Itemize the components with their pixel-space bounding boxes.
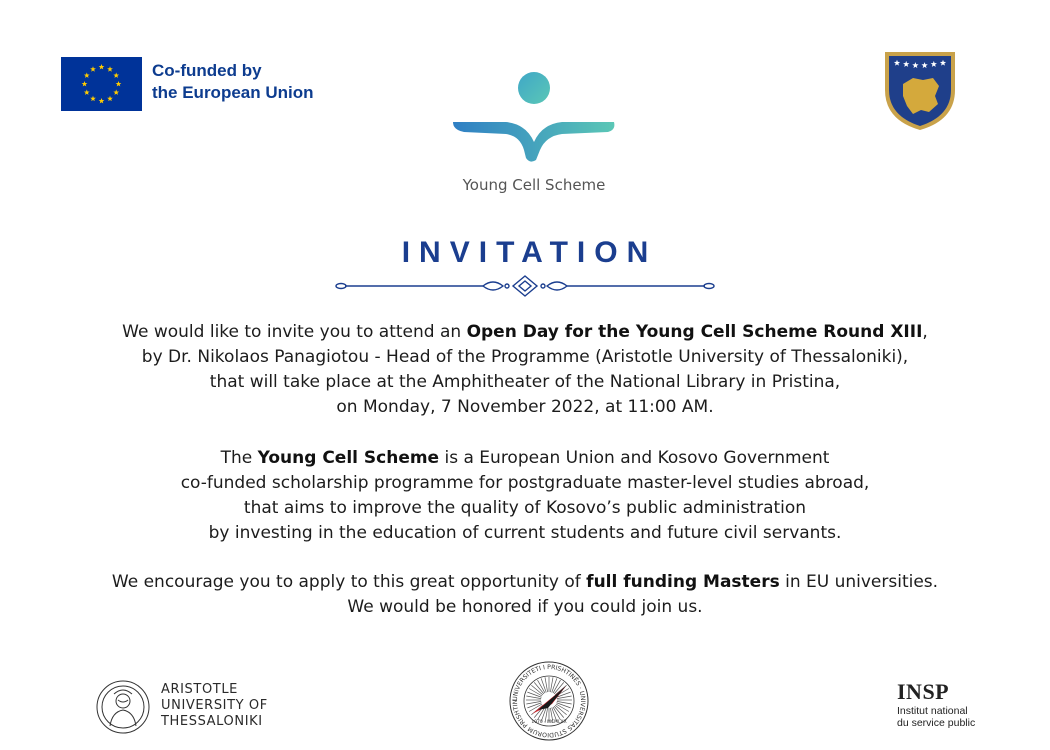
p1-line-3: that will take place at the Amphitheater of the National Library in Pristina, [209,372,841,392]
insp-line-2: du service public [897,717,976,729]
p2-line-2: co-funded scholarship programme for postgraduate master-level studies abroad, [180,473,870,493]
auth-line-3: THESSALONIKI [161,714,263,729]
eu-line-1: Co-funded by [152,61,262,80]
p2-line-4: by investing in the education of current students and future civil servants. [208,523,842,543]
insp-subtitle [897,705,975,729]
programme-name: Young Cell Scheme [257,448,440,468]
aristotle-university-label [161,682,268,730]
aristotle-university-seal-icon [96,680,150,734]
p3-line-1: We encourage you to apply to this great opportunity of full funding Masters in EU universities. [111,572,939,592]
p3-line-2: We would be honored if you could join us. [347,597,703,617]
insp-line-1: Institut national [897,705,968,717]
p2-line-1: The Young Cell Scheme is a European Union and Kosovo Government [220,448,830,468]
encouragement-paragraph [40,570,1010,620]
programme-description-paragraph [40,446,1010,546]
eu-cofunded-label [152,60,314,104]
university-of-prishtina-seal-icon [508,660,590,742]
eu-flag-icon [61,57,142,111]
eu-line-2: the European Union [152,83,314,102]
auth-line-2: UNIVERSITY OF [161,698,268,713]
p1-line-2: by Dr. Nikolaos Panagiotou - Head of the Programme (Aristotle University of Thessaloniki), [141,347,909,367]
ornament-divider-icon [333,274,717,298]
kosovo-coat-of-arms-icon [883,50,957,132]
young-cell-scheme-logo [450,70,618,170]
invitation-title: INVITATION [401,236,658,269]
svg-text:1970 · MCMLXX: 1970 · MCMLXX [531,720,567,725]
p2-line-3: that aims to improve the quality of Kosovo’s public administration [243,498,807,518]
insp-logo-title: INSP [897,679,950,704]
svg-text:UNIVERSITETI I PRISHTINËS · UN: UNIVERSITETI I PRISHTINËS · UNIVERSITAS STUDIORUM PRISHTIN [511,663,587,739]
logo-caption: Young Cell Scheme [462,176,606,194]
p1-line-4: on Monday, 7 November 2022, at 11:00 AM. [336,397,714,417]
p1-line-1: We would like to invite you to attend an Open Day for the Young Cell Scheme Round XIII, [122,322,928,342]
funding-highlight: full funding Masters [586,572,780,592]
auth-line-1: ARISTOTLE [161,682,238,697]
event-name: Open Day for the Young Cell Scheme Round XIII [466,322,923,342]
invitation-paragraph [40,320,1010,420]
